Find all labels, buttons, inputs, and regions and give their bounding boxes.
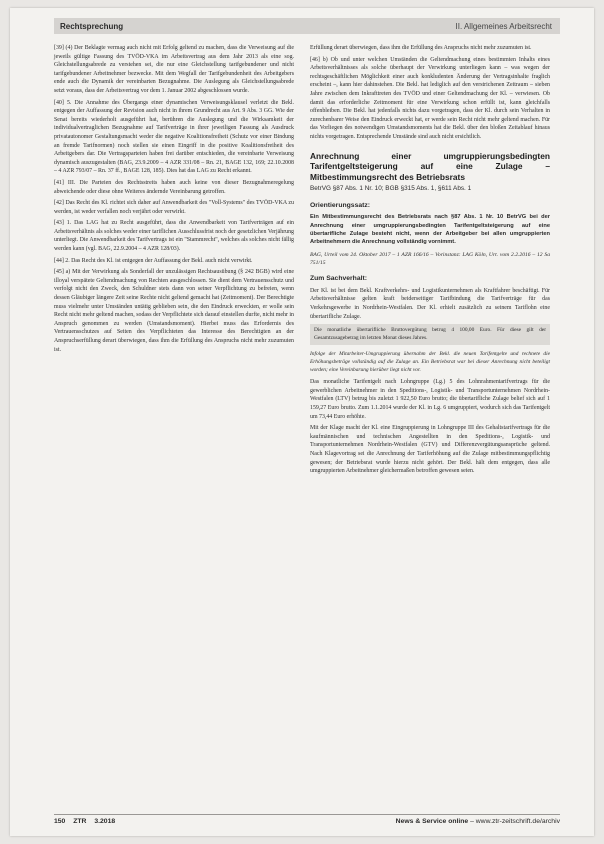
paragraph: [42] Das Recht des Kl. richtet sich daher auf Anwendbarkeit des "Voll-Systems" des TVÖD-VKA zu werden, ist weder verfallen noch verjährt oder verwirkt. <box>54 200 294 215</box>
guiding-principle-text: Ein Mitbestimmungsrecht des Betriebsrats nach §87 Abs. 1 Nr. 10 BetrVG bei der Anrechnung einer umgruppierungsbedingten Tarifentgeltsteigerung auf eine übertarifliche Zulage besteht nicht, wenn der Arbeitgeber bei allen umgruppierten Arbeitnehmern die Anrechnung vollständig vornimmt. <box>310 214 550 246</box>
paragraph: [43] 1. Das LAG hat zu Recht ausgeführt, dass die Anwendbarkeit von Tarifverträgen auf ein Arbeitsverhältnis als solches weder einer tariflichen Ausschlussfrist noch der gesetzlichen Verjährung unterliegt. Die Anwendbarkeit des Tarifvertrags ist ein "Stammrecht", welches als solches nicht fällig werden kann (vgl. BAG, 22.9.2004 – 4 AZR 128/03). <box>54 220 294 253</box>
decision-citation: BAG, Urteil vom 24. Oktober 2017 – 1 AZR 166/16 – Vorinstanz: LAG Köln, Urt. vom 2.2.2016 – 12 Sa 751/15 <box>310 251 550 267</box>
page-header <box>54 18 560 34</box>
right-column <box>310 44 550 479</box>
left-column <box>54 44 294 357</box>
category-title: II. Allgemeines Arbeitsrecht <box>455 21 552 31</box>
guiding-principle-title: Orientierungssatz: <box>310 201 371 209</box>
highlight-box: Die monatliche übertarifliche Bruttovergütung betrug 4 100,00 Euro. Für diese gilt der Gesamtzusagebetrag im letzten Monat dieses Jahres. <box>310 324 550 345</box>
archive-link[interactable]: www.ztr-zeitschrift.de/archiv <box>475 818 560 825</box>
italic-note: Infolge der Mitarbeiter-Umgruppierung übernahm der Bekl. die neuen Tarifentgelte und rechnete die Erhöhungsbeträge vollständig auf die Zulage an. Ein Betriebsrat war bei dieser Anrechnung nicht beteiligt worden; eine Vereinbarung hierüber liegt nicht vor. <box>310 351 550 373</box>
paragraph: [45] a) Mit der Verwirkung als Sonderfall der unzulässigen Rechtsausübung (§ 242 BGB) wird eine illoyal verspätete Geltendmachung von Rechten ausgeschlossen. Sie dient dem Vertrauensschutz und verfolgt nicht den Zweck, den Schuldner stets dann von seiner Verpflichtung zu befreien, wenn dessen Gläubiger längere Zeit seine Rechte nicht geltend gemacht hat (Zeitmoment). Der Berechtigte muss vielmehr unter Umständen untätig geblieben sein, die den Eindruck erweckten, er wolle sein Recht nicht mehr geltend machen, sodass der Verpflichtete sich darauf einstellen durfte, nicht mehr in Anspruch genommen zu werden (Umstandsmoment). Hierbei muss das Erfordernis des Vertrauensschutzes auf Seiten des Verpflichteten das Interesse des Berechtigten an der Anspruchserfüllung derart überwiegen, dass ihm die Erfüllung des Anspruchs nicht mehr zuzumuten ist. <box>54 269 294 353</box>
paragraph: [44] 2. Das Recht des Kl. ist entgegen der Auffassung der Bekl. auch nicht verwirkt. <box>54 257 253 264</box>
journal-issue: 3.2018 <box>94 818 116 825</box>
paragraph: [41] III. Die Parteien des Rechtsstreits haben auch keine von dieser Bezugnahmeregelung abweichende oder diese ohne Weiteres ändernde Vereinbarung getroffen. <box>54 179 294 195</box>
page-number: 150 <box>54 818 66 825</box>
case-norms: BetrVG §87 Abs. 1 Nr. 10; BGB §315 Abs. 1, §611 Abs. 1 <box>310 185 472 193</box>
paragraph: Erfüllung derart überwiegen, dass ihm die Erfüllung des Anspruchs nicht mehr zuzumuten ist. <box>310 45 532 51</box>
paragraph: Der Kl. ist bei dem Bekl. Kraftverkehrs- und Logistikunternehmen als Kraftfahrer beschäftigt. Für Arbeitsverhältnisse gelten kraft beiderseitiger Tarifbindung die Tarifverträge für das Verkehrsgewerbe in Nordrhein-Westfalen. Der Kl. erhielt zusätzlich zu seinem Tariflohn eine übertarifliche Zulage. <box>310 287 550 320</box>
document-page <box>10 8 594 836</box>
paragraph: Mit der Klage macht der Kl. eine Eingruppierung in Lohngruppe III des Gehaltstarifvertrags für die kaufmännischen und technischen Angestellten in den Speditions-, Logistik- und Transportunternehmen Nordrhein-Westfalen (GTV) und Differenzvergütungsansprüche geltend. Nach Klagevortrag sei die Anrechnung der Tariferhöhung auf die Zulage mitbestimmungspflichtig gewesen; der Betriebsrat wurde hierzu nicht gehört. Der Bekl. hält dem entgegen, dass alle umgruppierten Arbeitnehmer gleichermaßen betroffen gewesen seien. <box>310 425 550 475</box>
journal-name: ZTR <box>73 818 87 825</box>
case-heading: Anrechnung einer umgruppierungsbedingten Tarifentgeltsteigerung auf eine Zulage – Mitbestimmungsrecht des Betriebsrats <box>310 150 550 182</box>
paragraph: [40] 5. Die Annahme des Übergangs einer dynamischen Verweisungsklausel verletzt die Bekl. entgegen der Auffassung der Revision auch nicht in ihrem Grundrecht aus Art. 9 Abs. 3 GG. Wie der Senat bereits wiederholt ausgeführt hat, berühren die Auslegung und die Wirksamkeit der individualvertraglichen Bezugnahme auf Tarifverträge in ihrer jeweiligen Fassung als Ausdruck privatautonomer Gestaltungsmacht weder die negative Koalitionsfreiheit (Schutz vor einer Bindung an fremde Tarifnormen) noch stellen sie einen Eingriff in die positive Koalitionsfreiheit des Arbeitgebers dar. Die Vertragsparteien haben frei darüber entschieden, die vereinbarte Verweisung dynamisch auszugestalten (BAG, 23.9.2009 – 4 AZR 331/08 – Rn. 21, BAGE 132, 169; 22.10.2008 – 4 AZR 793/07 – Rn. 37 ff., BAGE 128, 185). Dies hat das LAG zu Recht erkannt. <box>54 99 294 175</box>
footer-rule <box>54 814 560 815</box>
service-label: News & Service online <box>395 818 469 825</box>
page-footer <box>54 818 560 825</box>
footer-right: News & Service online – www.ztr-zeitschrift.de/archiv <box>395 818 560 825</box>
paragraph: [46] b) Ob und unter welchen Umständen die Geltendmachung eines bestimmten Inhalts eines Arbeitsverhältnisses als solche überhaupt der Verwirkung unterliegen kann – was wegen der rechtsgeschäftlichen Möglichkeit einer auch konkludenten Änderung der Vertragsinhalte fraglich erscheint –, kann hier dahinstehen. Die Bekl. hat lediglich auf den verstrichenen Zeitraum – sieben Jahre zwischen dem Inkrafttreten des TVÖD und einer Geltendmachung der Kl. – verwiesen. Ob damit das erforderliche Zeitmoment für eine Verwirkung schon erfüllt ist, kann gleichfalls offenbleiben. Die Bekl. hat jedenfalls nichts dazu vorgetragen, dass der Kl. durch sein Verhalten in zurechenbarer Weise den Eindruck erweckt hat, er werde sein Recht nicht mehr geltend machen. Für das Vorliegen des notwendigen Umstandsmoments hat die Bekl. über den bloßen Zeitablauf hinaus nichts vorgetragen. Entsprechende Umstände sind auch nicht ersichtlich. <box>310 56 550 140</box>
section-title: Rechtsprechung <box>60 21 124 31</box>
paragraph: Das monatliche Tarifentgelt nach Lohngruppe (Lg.) 5 des Lohnrahmentarifvertrags für die gewerblichen Arbeitnehmer in den Speditions-, Logistik- und Transportunternehmen Nordrhein-Westfalen (LTV) betrug bis zuletzt 1 922,50 Euro brutto; die übertarifliche Zulage belief sich auf 1 159,27 Euro brutto. Zum 1.1.2014 wurde der Kl. in Lg. 6 umgruppiert, wodurch sich das Tarifentgelt um 73,44 Euro erhöhte. <box>310 379 550 420</box>
footer-left <box>54 818 121 825</box>
paragraph: [39] (4) Der Beklagte vermag auch nicht mit Erfolg geltend zu machen, dass die Verweisung auf die jeweils gültige Fassung des TVÖD-VKA im Arbeitsvertrag aus dem Jahr 2013 als eine sog. Gleichstellungsabrede zu verstehen sei, die nur eine Gleichstellung tarifgebundener und nicht tarifgebundener Arbeitnehmer bezwecke. Mit dem Wegfall der Tarifgebundenheit des Arbeitgebers ende auch die Dynamik der vereinbarten Bezugnahme. Die Auslegung als Gleichstellungsabrede setzt voraus, dass der Arbeitsvertrag vor dem 1. Januar 2002 abgeschlossen wurde. <box>54 45 294 94</box>
facts-title: Zum Sachverhalt: <box>310 275 368 283</box>
